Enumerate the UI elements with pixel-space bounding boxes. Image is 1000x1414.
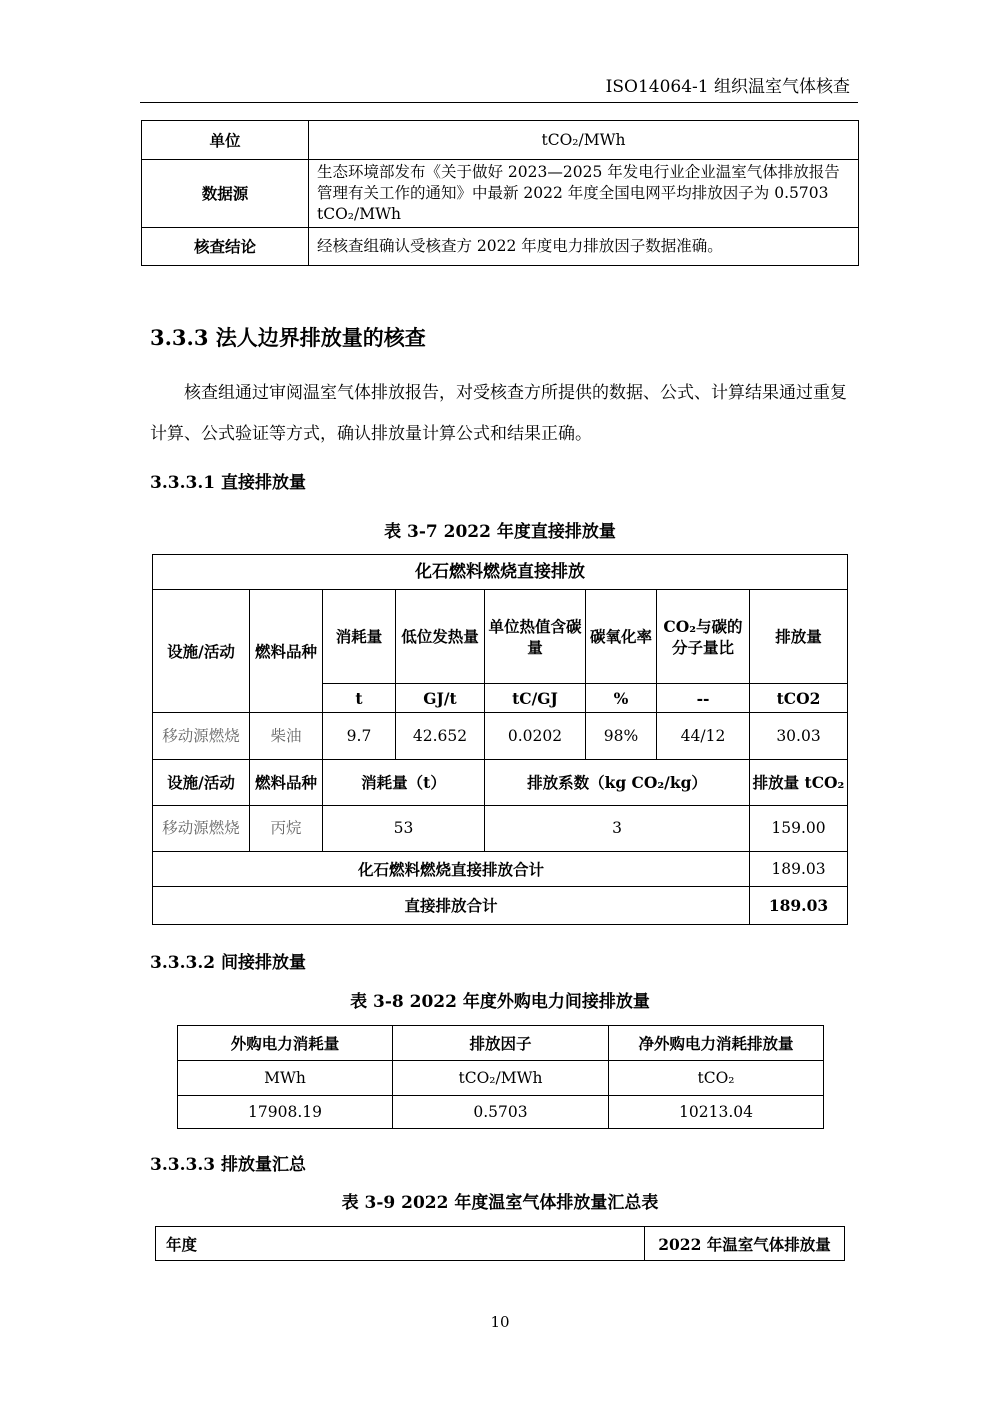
data-cell: 159.00 <box>750 806 848 852</box>
data-cell: 移动源燃烧 <box>153 713 250 760</box>
header-cell: 消耗量（t） <box>323 760 485 806</box>
row-label: 核查结论 <box>142 228 309 266</box>
table-row <box>142 228 859 266</box>
subsection-heading: 3.3.3.2 间接排放量 <box>150 953 306 973</box>
data-cell: 98% <box>586 713 657 760</box>
data-cell: 0.0202 <box>485 713 586 760</box>
indirect-emissions-table <box>177 1025 824 1129</box>
data-cell: 17908.19 <box>178 1096 393 1129</box>
unit-cell: tC/GJ <box>485 684 586 713</box>
table-row <box>178 1096 824 1129</box>
header-cell: CO₂与碳的分子量比 <box>657 590 750 684</box>
section-heading: 3.3.3 法人边界排放量的核查 <box>150 325 426 350</box>
subtotal-value: 189.03 <box>750 852 848 887</box>
header-cell: 低位发热量 <box>396 590 485 684</box>
data-cell: 移动源燃烧 <box>153 806 250 852</box>
data-cell: 42.652 <box>396 713 485 760</box>
data-cell: 44/12 <box>657 713 750 760</box>
data-cell: 53 <box>323 806 485 852</box>
emission-factor-table <box>141 120 859 266</box>
row-label: 数据源 <box>142 160 309 228</box>
subsection-heading: 3.3.3.3 排放量汇总 <box>150 1155 306 1175</box>
header-cell: 外购电力消耗量 <box>178 1026 393 1061</box>
header-cell: 排放量 <box>750 590 848 684</box>
data-cell: 3 <box>485 806 750 852</box>
unit-cell: t <box>323 684 396 713</box>
data-cell: 30.03 <box>750 713 848 760</box>
total-label: 直接排放合计 <box>153 887 750 925</box>
running-header: ISO14064-1 组织温室气体核查 <box>605 77 850 97</box>
header-cell: 年度 <box>156 1227 645 1261</box>
unit-cell: GJ/t <box>396 684 485 713</box>
header-cell: 2022 年温室气体排放量 <box>645 1227 845 1261</box>
row-value: 生态环境部发布《关于做好 2023—2025 年发电行业企业温室气体排放报告管理有关工作的通知》中最新 2022 年度全国电网平均排放因子为 0.5703 tCO₂/MWh <box>309 160 859 228</box>
table-title: 化石燃料燃烧直接排放 <box>153 555 848 590</box>
table-caption: 表 3-7 2022 年度直接排放量 <box>384 522 616 542</box>
total-value: 189.03 <box>750 887 848 925</box>
data-cell: 9.7 <box>323 713 396 760</box>
summary-table <box>155 1226 845 1261</box>
table-row <box>142 160 859 228</box>
total-row <box>153 887 848 925</box>
unit-cell: MWh <box>178 1061 393 1096</box>
table-row <box>153 806 848 852</box>
unit-cell: % <box>586 684 657 713</box>
data-cell: 丙烷 <box>250 806 323 852</box>
unit-cell: tCO₂ <box>609 1061 824 1096</box>
subsection-heading: 3.3.3.1 直接排放量 <box>150 473 306 493</box>
unit-cell: -- <box>657 684 750 713</box>
row-label: 单位 <box>142 121 309 160</box>
data-cell: 柴油 <box>250 713 323 760</box>
header-cell: 设施/活动 <box>153 590 250 713</box>
header-cell: 碳氧化率 <box>586 590 657 684</box>
row-value: 经核查组确认受核查方 2022 年度电力排放因子数据准确。 <box>309 228 859 266</box>
header-cell: 燃料品种 <box>250 590 323 713</box>
header-cell: 燃料品种 <box>250 760 323 806</box>
header-cell: 排放系数（kg CO₂/kg） <box>485 760 750 806</box>
direct-emissions-table <box>152 554 848 925</box>
header-rule <box>140 102 858 103</box>
page-number: 10 <box>490 1313 510 1331</box>
table-row <box>142 121 859 160</box>
unit-cell: tCO₂/MWh <box>393 1061 609 1096</box>
subtotal-label: 化石燃料燃烧直接排放合计 <box>153 852 750 887</box>
header-cell: 单位热值含碳量 <box>485 590 586 684</box>
data-cell: 0.5703 <box>393 1096 609 1129</box>
subtotal-row <box>153 852 848 887</box>
body-paragraph: 核查组通过审阅温室气体排放报告，对受核查方所提供的数据、公式、计算结果通过重复计算、公式验证等方式，确认排放量计算公式和结果正确。 <box>150 383 847 444</box>
header-cell: 排放量 tCO₂ <box>750 760 848 806</box>
header-cell: 排放因子 <box>393 1026 609 1061</box>
header-cell: 设施/活动 <box>153 760 250 806</box>
header-cell: 净外购电力消耗排放量 <box>609 1026 824 1061</box>
table-caption: 表 3-8 2022 年度外购电力间接排放量 <box>350 992 650 1012</box>
table-row <box>153 713 848 760</box>
row-value: tCO₂/MWh <box>309 121 859 160</box>
data-cell: 10213.04 <box>609 1096 824 1129</box>
table-caption: 表 3-9 2022 年度温室气体排放量汇总表 <box>341 1193 659 1213</box>
header-cell: 消耗量 <box>323 590 396 684</box>
unit-cell: tCO2 <box>750 684 848 713</box>
